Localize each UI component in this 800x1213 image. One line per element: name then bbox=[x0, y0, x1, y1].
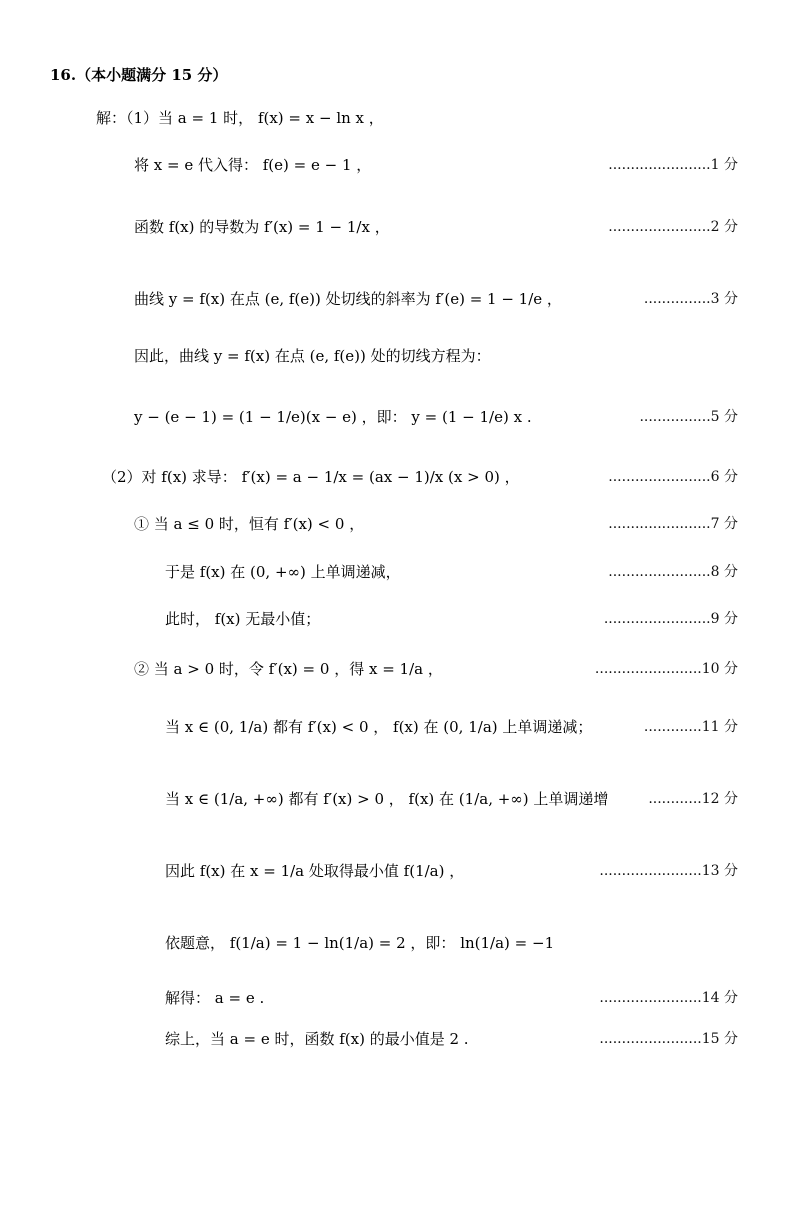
score-label: .......................1 分 bbox=[608, 157, 738, 173]
solution-line-10 bbox=[0, 598, 800, 638]
score-label: .............11 分 bbox=[643, 719, 738, 735]
score-label: ................5 分 bbox=[639, 409, 738, 425]
score-label: .......................13 分 bbox=[599, 863, 738, 879]
line-text: 综上，当 a = e 时，函数 f(x) 的最小值是 2 . bbox=[165, 1029, 469, 1048]
score-label: .......................8 分 bbox=[608, 564, 738, 580]
solution-line-16 bbox=[0, 977, 800, 1017]
line-text: 将 x = e 代入得： f(e) = e − 1 ， bbox=[134, 155, 372, 174]
problem-heading-line bbox=[0, 54, 800, 94]
line-text: ② 当 a > 0 时，令 f′(x) = 0 ，得 x = 1/a ， bbox=[134, 659, 443, 678]
line-text: 解得： a = e . bbox=[165, 988, 265, 1007]
score-label: .......................2 分 bbox=[608, 219, 738, 235]
score-label: ...............3 分 bbox=[643, 291, 738, 307]
solution-line-6 bbox=[0, 396, 800, 436]
solution-line-12 bbox=[0, 706, 800, 746]
solution-line-5 bbox=[0, 335, 800, 375]
line-text: 曲线 y = f(x) 在点 (e, f(e)) 处切线的斜率为 f′(e) = 1 − 1/e ， bbox=[134, 289, 562, 308]
score-label: ........................10 分 bbox=[594, 661, 738, 677]
solution-line-15 bbox=[0, 922, 800, 962]
line-text: 当 x ∈ (0, 1/a) 都有 f′(x) < 0 ， f(x) 在 (0, 1/a) 上单调递减； bbox=[165, 717, 593, 736]
line-text: 依题意， f(1/a) = 1 − ln(1/a) = 2 ，即： ln(1/a) = −1 bbox=[165, 933, 555, 952]
line-text: 于是 f(x) 在 (0, +∞) 上单调递减， bbox=[165, 562, 401, 581]
line-text: 解：（1）当 a = 1 时， f(x) = x − ln x ， bbox=[96, 108, 384, 127]
line-text: 当 x ∈ (1/a, +∞) 都有 f′(x) > 0 ， f(x) 在 (1/a, +∞) 上单调递增 bbox=[165, 789, 609, 808]
solution-line-13 bbox=[0, 778, 800, 818]
line-text: （2）对 f(x) 求导： f′(x) = a − 1/x = (ax − 1)/x (x > 0) ， bbox=[102, 467, 520, 486]
score-label: .......................6 分 bbox=[608, 469, 738, 485]
problem-heading: 16.（本小题满分 15 分） bbox=[50, 65, 228, 84]
solution-line-9 bbox=[0, 551, 800, 591]
score-label: .......................14 分 bbox=[599, 990, 738, 1006]
solution-line-8 bbox=[0, 503, 800, 543]
solution-line-17 bbox=[0, 1018, 800, 1058]
line-text: y − (e − 1) = (1 − 1/e)(x − e) ，即： y = (1 − 1/e) x . bbox=[134, 407, 532, 426]
solution-line-3 bbox=[0, 206, 800, 246]
line-text: 因此 f(x) 在 x = 1/a 处取得最小值 f(1/a) ， bbox=[165, 861, 465, 880]
solution-line-7 bbox=[0, 456, 800, 496]
solution-line-4 bbox=[0, 278, 800, 318]
solution-line-2 bbox=[0, 144, 800, 184]
score-label: .......................7 分 bbox=[608, 516, 738, 532]
score-label: .......................15 分 bbox=[599, 1031, 738, 1047]
solution-line-14 bbox=[0, 850, 800, 890]
line-text: ① 当 a ≤ 0 时，恒有 f′(x) < 0 ， bbox=[134, 514, 365, 533]
solution-line-1 bbox=[0, 97, 800, 137]
line-text: 此时， f(x) 无最小值； bbox=[165, 609, 321, 628]
score-label: ........................9 分 bbox=[603, 611, 738, 627]
score-label: ............12 分 bbox=[648, 791, 738, 807]
solution-line-11 bbox=[0, 648, 800, 688]
line-text: 函数 f(x) 的导数为 f′(x) = 1 − 1/x ， bbox=[134, 217, 390, 236]
line-text: 因此，曲线 y = f(x) 在点 (e, f(e)) 处的切线方程为： bbox=[134, 346, 491, 365]
